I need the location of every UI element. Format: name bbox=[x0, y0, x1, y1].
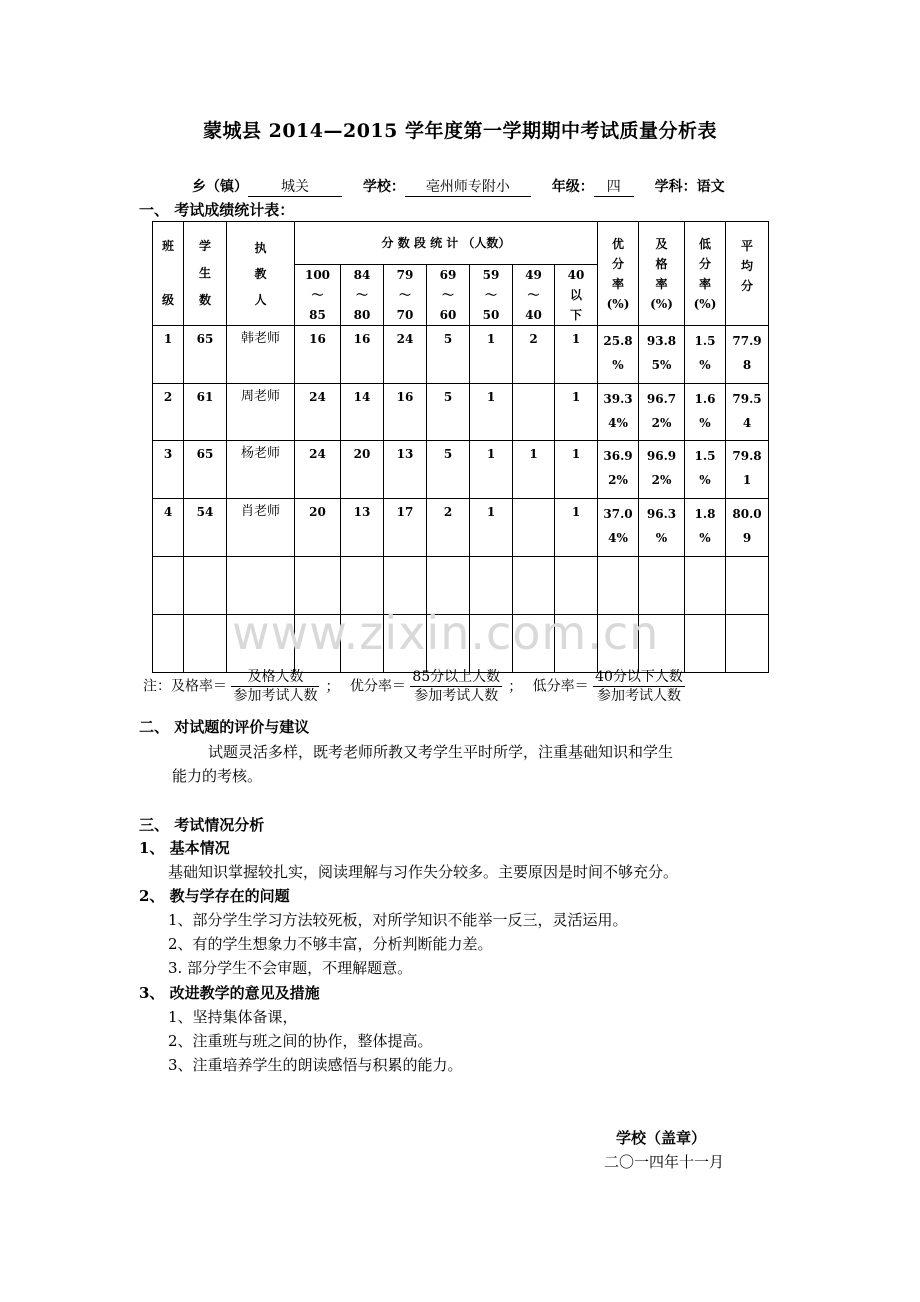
cell-students: 54 bbox=[184, 499, 227, 557]
low-rate-numerator: 40分以下人数 bbox=[595, 669, 683, 685]
section2-heading: 二、 对试题的评价与建议 bbox=[139, 718, 310, 736]
section3-heading: 三、 考试情况分析 bbox=[139, 816, 265, 834]
excellent-rate-denominator: 参加考试人数 bbox=[414, 688, 499, 704]
cell-range-7: 1 bbox=[555, 441, 598, 499]
low-rate-label: 低分率＝ bbox=[532, 678, 589, 695]
cell-low-rate: 1.6 % bbox=[685, 384, 726, 441]
cell-range-7: 1 bbox=[555, 499, 598, 557]
improvement-item: 3、注重培养学生的朗读感悟与积累的能力。 bbox=[168, 1056, 463, 1074]
header-range-6: 49 ～ 40 bbox=[513, 265, 555, 326]
cell-range-3: 24 bbox=[384, 326, 427, 384]
cell-class: 2 bbox=[153, 384, 184, 441]
cell-excellent-rate: 36.9 2% bbox=[598, 441, 639, 499]
subsection-improvements: 3、 改进教学的意见及措施 bbox=[139, 984, 320, 1002]
cell-range-1: 16 bbox=[295, 326, 341, 384]
cell-range-1: 24 bbox=[295, 384, 341, 441]
grade-value: 四 bbox=[594, 176, 634, 197]
header-teacher: 执 教 人 bbox=[227, 222, 295, 326]
cell-average: 77.9 8 bbox=[726, 326, 769, 384]
cell-range-2: 14 bbox=[341, 384, 384, 441]
header-excellent-rate: 优 分 率 (%) bbox=[598, 222, 639, 326]
cell-teacher: 韩老师 bbox=[227, 326, 295, 384]
cell-range-6: 1 bbox=[513, 441, 555, 499]
cell-range-7: 1 bbox=[555, 384, 598, 441]
table-row bbox=[153, 499, 769, 557]
header-range-1: 100 ～ 85 bbox=[295, 265, 341, 326]
header-range-3: 79 ～ 70 bbox=[384, 265, 427, 326]
improvement-item: 2、注重班与班之间的协作，整体提高。 bbox=[168, 1032, 433, 1050]
table-row bbox=[153, 326, 769, 384]
cell-range-6 bbox=[513, 499, 555, 557]
cell-excellent-rate: 39.3 4% bbox=[598, 384, 639, 441]
document-date: 二〇一四年十一月 bbox=[604, 1153, 725, 1171]
note-prefix: 注： bbox=[143, 678, 171, 695]
school-stamp-label: 学校（盖章） bbox=[616, 1129, 707, 1147]
cell-average: 79.5 4 bbox=[726, 384, 769, 441]
cell-range-4: 5 bbox=[427, 441, 470, 499]
page-title: 蒙城县 2014—2015 学年度第一学期期中考试质量分析表 bbox=[203, 120, 717, 142]
cell-low-rate: 1.8 % bbox=[685, 499, 726, 557]
cell-class: 3 bbox=[153, 441, 184, 499]
cell-pass-rate: 96.7 2% bbox=[639, 384, 685, 441]
improvement-item: 1、坚持集体备课， bbox=[168, 1008, 298, 1026]
subsection-basic-situation: 1、 基本情况 bbox=[139, 839, 230, 857]
table-row bbox=[153, 441, 769, 499]
cell-range-3: 16 bbox=[384, 384, 427, 441]
cell-average: 79.8 1 bbox=[726, 441, 769, 499]
township-label: 乡（镇） bbox=[192, 179, 248, 195]
pass-rate-numerator: 及格人数 bbox=[231, 668, 319, 687]
header-class: 班 级 bbox=[153, 222, 184, 326]
excellent-rate-formula bbox=[410, 668, 502, 705]
cell-range-5: 1 bbox=[470, 441, 513, 499]
problem-item: 3. 部分学生不会审题，不理解题意。 bbox=[168, 959, 413, 977]
cell-range-1: 24 bbox=[295, 441, 341, 499]
school-value: 亳州师专附小 bbox=[405, 176, 531, 197]
subject-label: 学科： bbox=[654, 179, 697, 195]
section2-text-line1: 试题灵活多样，既考老师所教又考学生平时所学，注重基础知识和学生 bbox=[208, 743, 674, 761]
info-line bbox=[192, 176, 725, 197]
cell-range-2: 16 bbox=[341, 326, 384, 384]
cell-class: 1 bbox=[153, 326, 184, 384]
cell-range-6 bbox=[513, 384, 555, 441]
subsection-problems: 2、 教与学存在的问题 bbox=[139, 887, 290, 905]
low-rate-denominator: 参加考试人数 bbox=[597, 688, 681, 704]
header-range-7: 40 以 下 bbox=[555, 265, 598, 326]
excellent-rate-numerator: 85分以上人数 bbox=[412, 669, 501, 685]
problem-item: 1、部分学生学习方法较死板，对所学知识不能举一反三，灵活运用。 bbox=[168, 911, 628, 929]
cell-pass-rate: 96.9 2% bbox=[639, 441, 685, 499]
section1-heading: 一、 考试成绩统计表： bbox=[139, 201, 295, 219]
cell-excellent-rate: 25.8 % bbox=[598, 326, 639, 384]
table-row bbox=[153, 384, 769, 441]
township-value: 城关 bbox=[248, 176, 342, 197]
cell-students: 65 bbox=[184, 441, 227, 499]
section2-text-line2: 能力的考核。 bbox=[172, 767, 263, 785]
cell-pass-rate: 93.8 5% bbox=[639, 326, 685, 384]
cell-teacher: 肖老师 bbox=[227, 499, 295, 557]
pass-rate-label: 及格率＝ bbox=[171, 678, 227, 695]
cell-students: 61 bbox=[184, 384, 227, 441]
subject-value: 语文 bbox=[696, 179, 725, 195]
cell-range-4: 5 bbox=[427, 384, 470, 441]
school-label: 学校： bbox=[362, 179, 405, 195]
cell-range-2: 20 bbox=[341, 441, 384, 499]
cell-teacher: 周老师 bbox=[227, 384, 295, 441]
cell-range-4: 2 bbox=[427, 499, 470, 557]
formula-note: 注：及格率＝ $\frac{\text{及格人数}}{\text{参加考试人数}}$ ； 优分率＝ $\frac{\text{85分以上人数}}{\text{参加考试人数}}$ ； 低分率＝ $\frac{\text{40分以下人数}}{\text{参加考试人数}}$ bbox=[143, 669, 683, 704]
cell-range-3: 13 bbox=[384, 441, 427, 499]
cell-low-rate: 1.5 % bbox=[685, 326, 726, 384]
cell-range-6: 2 bbox=[513, 326, 555, 384]
cell-range-2: 13 bbox=[341, 499, 384, 557]
cell-average: 80.0 9 bbox=[726, 499, 769, 557]
cell-class: 4 bbox=[153, 499, 184, 557]
cell-range-5: 1 bbox=[470, 499, 513, 557]
header-average: 平 均 分 bbox=[726, 222, 769, 326]
header-low-rate: 低 分 率 (%) bbox=[685, 222, 726, 326]
pass-rate-denominator: 参加考试人数 bbox=[233, 688, 318, 704]
cell-range-7: 1 bbox=[555, 326, 598, 384]
cell-range-5: 1 bbox=[470, 384, 513, 441]
grade-label: 年级： bbox=[551, 179, 594, 195]
header-range-5: 59 ～ 50 bbox=[470, 265, 513, 326]
cell-teacher: 杨老师 bbox=[227, 441, 295, 499]
cell-excellent-rate: 37.0 4% bbox=[598, 499, 639, 557]
watermark: www.zixin.com.cn bbox=[232, 606, 660, 660]
cell-range-4: 5 bbox=[427, 326, 470, 384]
cell-low-rate: 1.5 % bbox=[685, 441, 726, 499]
header-pass-rate: 及 格 率 (%) bbox=[639, 222, 685, 326]
problem-item: 2、有的学生想象力不够丰富，分析判断能力差。 bbox=[168, 935, 493, 953]
cell-range-3: 17 bbox=[384, 499, 427, 557]
header-students: 学 生 数 bbox=[184, 222, 227, 326]
header-range-2: 84 ～ 80 bbox=[341, 265, 384, 326]
pass-rate-formula bbox=[231, 668, 319, 705]
low-rate-formula bbox=[593, 668, 685, 705]
cell-range-5: 1 bbox=[470, 326, 513, 384]
header-score-ranges: 分 数 段 统 计 （人数） bbox=[295, 222, 598, 265]
basic-situation-text: 基础知识掌握较扎实，阅读理解与习作失分较多。主要原因是时间不够充分。 bbox=[168, 863, 679, 881]
header-range-4: 69 ～ 60 bbox=[427, 265, 470, 326]
cell-students: 65 bbox=[184, 326, 227, 384]
excellent-rate-label: 优分率＝ bbox=[349, 678, 406, 695]
cell-range-1: 20 bbox=[295, 499, 341, 557]
cell-pass-rate: 96.3 % bbox=[639, 499, 685, 557]
